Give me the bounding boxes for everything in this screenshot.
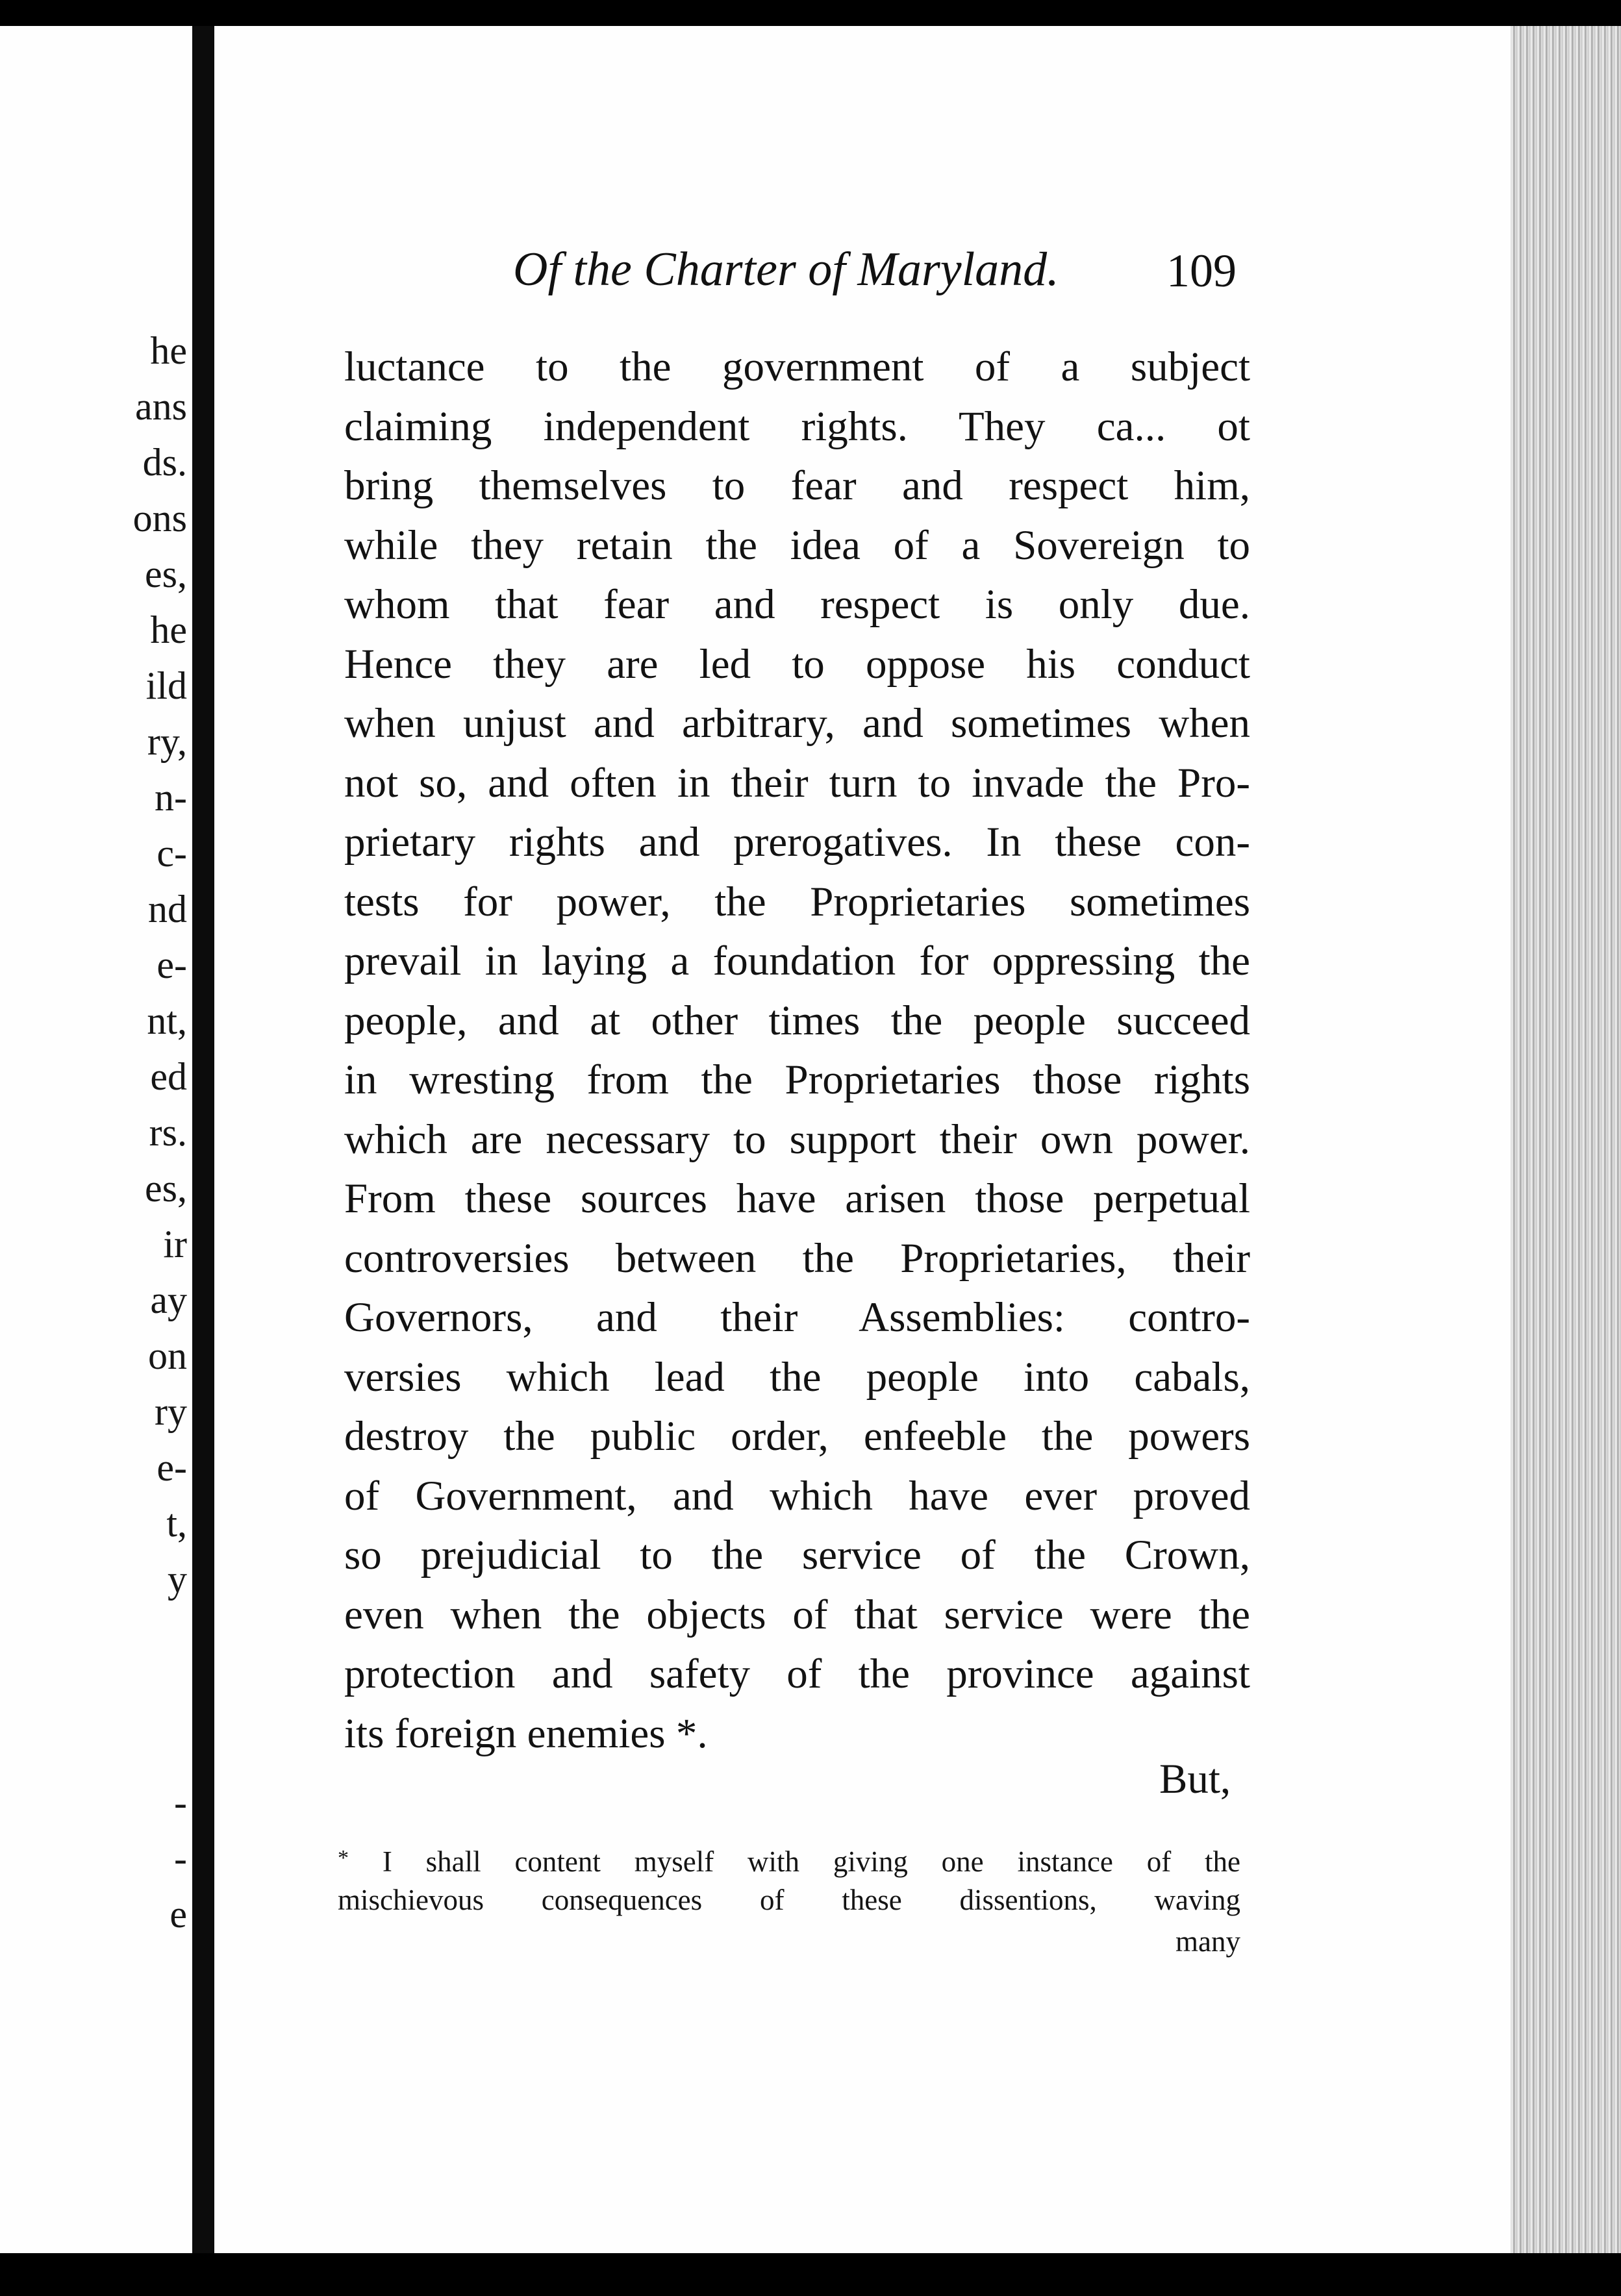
left-page-fragment: c- xyxy=(157,832,187,875)
body-text xyxy=(344,338,1250,1764)
body-line: controversies between the Proprietaries, their xyxy=(344,1234,1250,1282)
left-page-fragment: ry xyxy=(155,1390,187,1433)
body-line: bring themselves to fear and respect him, xyxy=(344,462,1250,509)
body-line: when unjust and arbitrary, and sometimes when xyxy=(344,700,1250,747)
body-line: versies which lead the people into cabals, xyxy=(344,1353,1250,1401)
body-line: while they retain the idea of a Sovereign to xyxy=(344,521,1250,569)
left-page-fragment: ild xyxy=(145,664,187,707)
left-page-fragment: he xyxy=(150,608,187,651)
footnote-line-text: I shall content myself with giving one instance of the xyxy=(382,1845,1241,1878)
footnote-mark: * xyxy=(338,1846,349,1870)
body-line: in wresting from the Proprietaries those rights xyxy=(344,1056,1250,1103)
body-line: of Government, and which have ever proved xyxy=(344,1472,1250,1519)
left-page-fragment: t, xyxy=(166,1502,187,1545)
page-number: 109 xyxy=(1166,245,1237,297)
left-page-fragment: - xyxy=(174,1781,187,1824)
catchword: But, xyxy=(1159,1756,1231,1803)
left-page-fragment: ons xyxy=(132,497,187,540)
body-line: From these sources have arisen those perpetual xyxy=(344,1175,1250,1222)
page-edges xyxy=(1511,26,1621,2253)
body-line: Hence they are led to oppose his conduct xyxy=(344,640,1250,688)
left-page-fragment: e- xyxy=(157,1446,187,1489)
body-line: tests for power, the Proprietaries sometimes xyxy=(344,878,1250,925)
body-line: so prejudicial to the service of the Crown, xyxy=(344,1532,1250,1578)
left-page-fragment: nt, xyxy=(147,999,187,1042)
bottom-shadow xyxy=(0,2253,1621,2296)
left-page-fragment: n- xyxy=(155,776,187,819)
left-page-fragment: he xyxy=(150,329,187,372)
body-line: protection and safety of the province against xyxy=(344,1651,1250,1697)
body-line: Governors, and their Assemblies: contro- xyxy=(344,1294,1250,1341)
left-page-fragment: es, xyxy=(145,1167,187,1210)
body-line: claiming independent rights. They ca... ot xyxy=(344,403,1250,450)
left-page-fragment: es, xyxy=(145,553,187,595)
body-line: prevail in laying a foundation for oppressing the xyxy=(344,938,1250,984)
body-line: prietary rights and prerogatives. In these con- xyxy=(344,819,1250,866)
book-gutter xyxy=(192,26,214,2253)
left-page-fragment: ans xyxy=(135,385,187,428)
body-line: destroy the public order, enfeeble the powers xyxy=(344,1413,1250,1460)
body-line: people, and at other times the people succeed xyxy=(344,997,1250,1044)
body-line: luctance to the government of a subject xyxy=(344,343,1250,390)
left-page-fragment: e- xyxy=(157,943,187,986)
left-page-fragment: on xyxy=(148,1334,187,1377)
left-page-fragment: y xyxy=(168,1558,187,1601)
left-page-fragment: ds. xyxy=(142,441,187,484)
body-line: its foreign enemies *. xyxy=(344,1710,708,1757)
left-page-fragment: e xyxy=(170,1893,187,1936)
left-page-fragment: ay xyxy=(150,1279,187,1321)
body-line: whom that fear and respect is only due. xyxy=(344,581,1250,628)
footnote-line: mischievous consequences of these dissentions, waving xyxy=(338,1884,1240,1916)
footnote-line: many xyxy=(1175,1925,1240,1958)
body-line: which are necessary to support their own power. xyxy=(344,1116,1250,1163)
left-page-fragment: nd xyxy=(148,888,187,930)
left-page-fragment: ir xyxy=(163,1223,187,1266)
left-page-fragment: rs. xyxy=(149,1111,187,1154)
running-head: Of the Charter of Maryland. xyxy=(513,243,1059,296)
body-line: even when the objects of that service were the xyxy=(344,1591,1250,1638)
footnote xyxy=(338,1838,1240,1962)
left-page-fragment: ed xyxy=(150,1055,187,1098)
left-page-fragment: ry, xyxy=(147,720,187,763)
left-page-fragment: - xyxy=(174,1837,187,1880)
left-page-margin xyxy=(0,26,192,2253)
body-line: not so, and often in their turn to invade the Pro- xyxy=(344,759,1250,806)
footnote-line xyxy=(338,1838,1240,1879)
